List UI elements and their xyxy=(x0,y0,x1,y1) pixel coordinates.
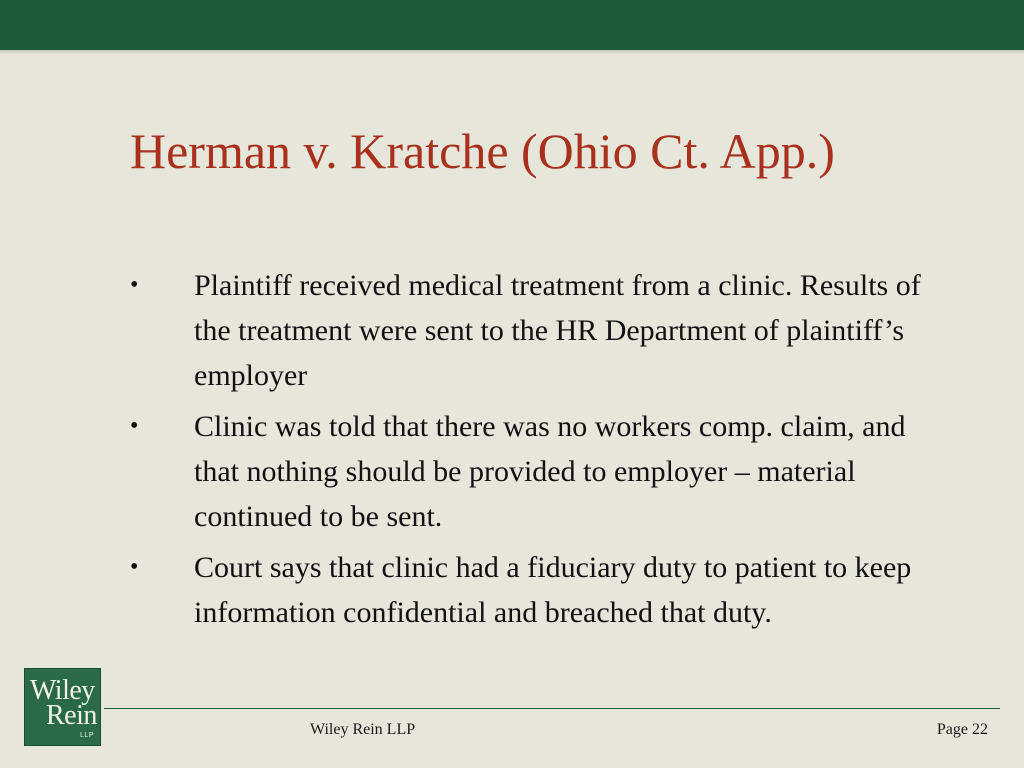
header-bar-shadow xyxy=(0,50,1024,54)
bullet-text: Court says that clinic had a fiduciary duty to patient to keep information confidential and breached that duty. xyxy=(194,551,912,629)
bullet-item xyxy=(130,404,950,539)
bullet-item xyxy=(130,263,950,398)
header-bar xyxy=(0,0,1024,50)
bullet-marker: • xyxy=(130,554,139,580)
company-logo xyxy=(24,668,101,746)
logo-text-wiley: Wiley xyxy=(30,675,95,706)
footer-divider xyxy=(104,708,1000,709)
logo-text-llp: LLP xyxy=(80,732,94,739)
bullet-text: Plaintiff received medical treatment from a clinic. Results of the treatment were sent to the HR Department of plaintiff’s employer xyxy=(194,269,921,392)
bullet-text: Clinic was told that there was no workers comp. claim, and that nothing should be provided to employer – material continued to be sent. xyxy=(194,410,906,533)
footer-firm-name: Wiley Rein LLP xyxy=(310,721,416,738)
slide-title: Herman v. Kratche (Ohio Ct. App.) xyxy=(130,123,835,179)
footer-page-number: Page 22 xyxy=(936,721,988,738)
bullet-marker: • xyxy=(130,413,139,439)
logo-text-rein: Rein xyxy=(46,700,97,731)
bullet-marker: • xyxy=(130,272,139,298)
bullet-item xyxy=(130,545,950,635)
bullet-list xyxy=(130,263,950,641)
